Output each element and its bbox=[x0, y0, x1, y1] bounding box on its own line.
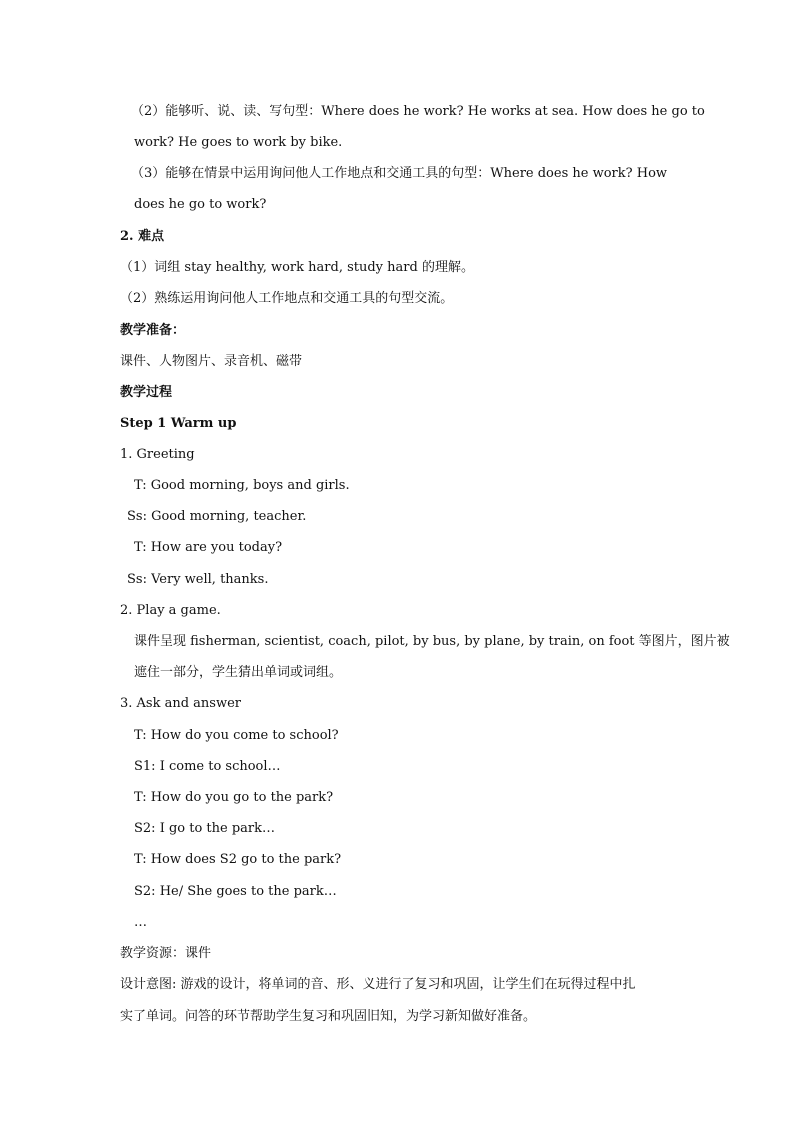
ask-answer-item: 3. Ask and answer bbox=[120, 696, 242, 711]
teaching-process-heading: 教学过程 bbox=[120, 385, 173, 400]
greeting-item: 1. Greeting bbox=[120, 447, 195, 462]
difficulty-heading: 2. 难点 bbox=[120, 229, 165, 244]
dialogue-line: S2: I go to the park… bbox=[134, 821, 276, 836]
dialogue-line: T: How does S2 go to the park? bbox=[134, 852, 342, 867]
game-description-line-1: 课件呈现 fisherman, scientist, coach, pilot, by bus, by plane, by train, on foot 等图片，图片被 bbox=[134, 634, 730, 649]
game-description-line-2: 遮住一部分，学生猜出单词或词组。 bbox=[134, 665, 343, 680]
dialogue-line: T: How are you today? bbox=[134, 540, 283, 555]
design-intent-line-1: 设计意图: 游戏的设计，将单词的音、形、义进行了复习和巩固，让学生们在玩得过程中扎 bbox=[120, 977, 636, 992]
objective-2-line-1: （2）能够听、说、读、写句型：Where does he work? He works at sea. How does he go to bbox=[131, 104, 705, 119]
step-1-heading: Step 1 Warm up bbox=[120, 416, 237, 431]
dialogue-line: Ss: Very well, thanks. bbox=[127, 572, 269, 587]
dialogue-line: T: How do you go to the park? bbox=[134, 790, 334, 805]
ellipsis-line: … bbox=[134, 915, 147, 930]
objective-2-line-2: work? He goes to work by bike. bbox=[134, 135, 343, 150]
objective-3-line-2: does he go to work? bbox=[134, 197, 267, 212]
dialogue-line: S2: He/ She goes to the park… bbox=[134, 884, 337, 899]
objective-3-line-1: （3）能够在情景中运用询问他人工作地点和交通工具的句型：Where does he work? How bbox=[131, 166, 668, 181]
teaching-resource-line: 教学资源：课件 bbox=[120, 946, 212, 961]
game-item: 2. Play a game. bbox=[120, 603, 221, 618]
preparation-materials: 课件、人物图片、录音机、磁带 bbox=[120, 354, 303, 369]
design-intent-line-2: 实了单词。问答的环节帮助学生复习和巩固旧知，为学习新知做好准备。 bbox=[120, 1009, 537, 1024]
dialogue-line: Ss: Good morning, teacher. bbox=[127, 509, 307, 524]
preparation-heading: 教学准备： bbox=[120, 323, 186, 338]
dialogue-line: T: How do you come to school? bbox=[134, 728, 339, 743]
difficulty-item-2: （2）熟练运用询问他人工作地点和交通工具的句型交流。 bbox=[120, 291, 454, 306]
difficulty-item-1: （1）词组 stay healthy, work hard, study hard 的理解。 bbox=[120, 260, 474, 275]
dialogue-line: T: Good morning, boys and girls. bbox=[134, 478, 350, 493]
dialogue-line: S1: I come to school… bbox=[134, 759, 281, 774]
